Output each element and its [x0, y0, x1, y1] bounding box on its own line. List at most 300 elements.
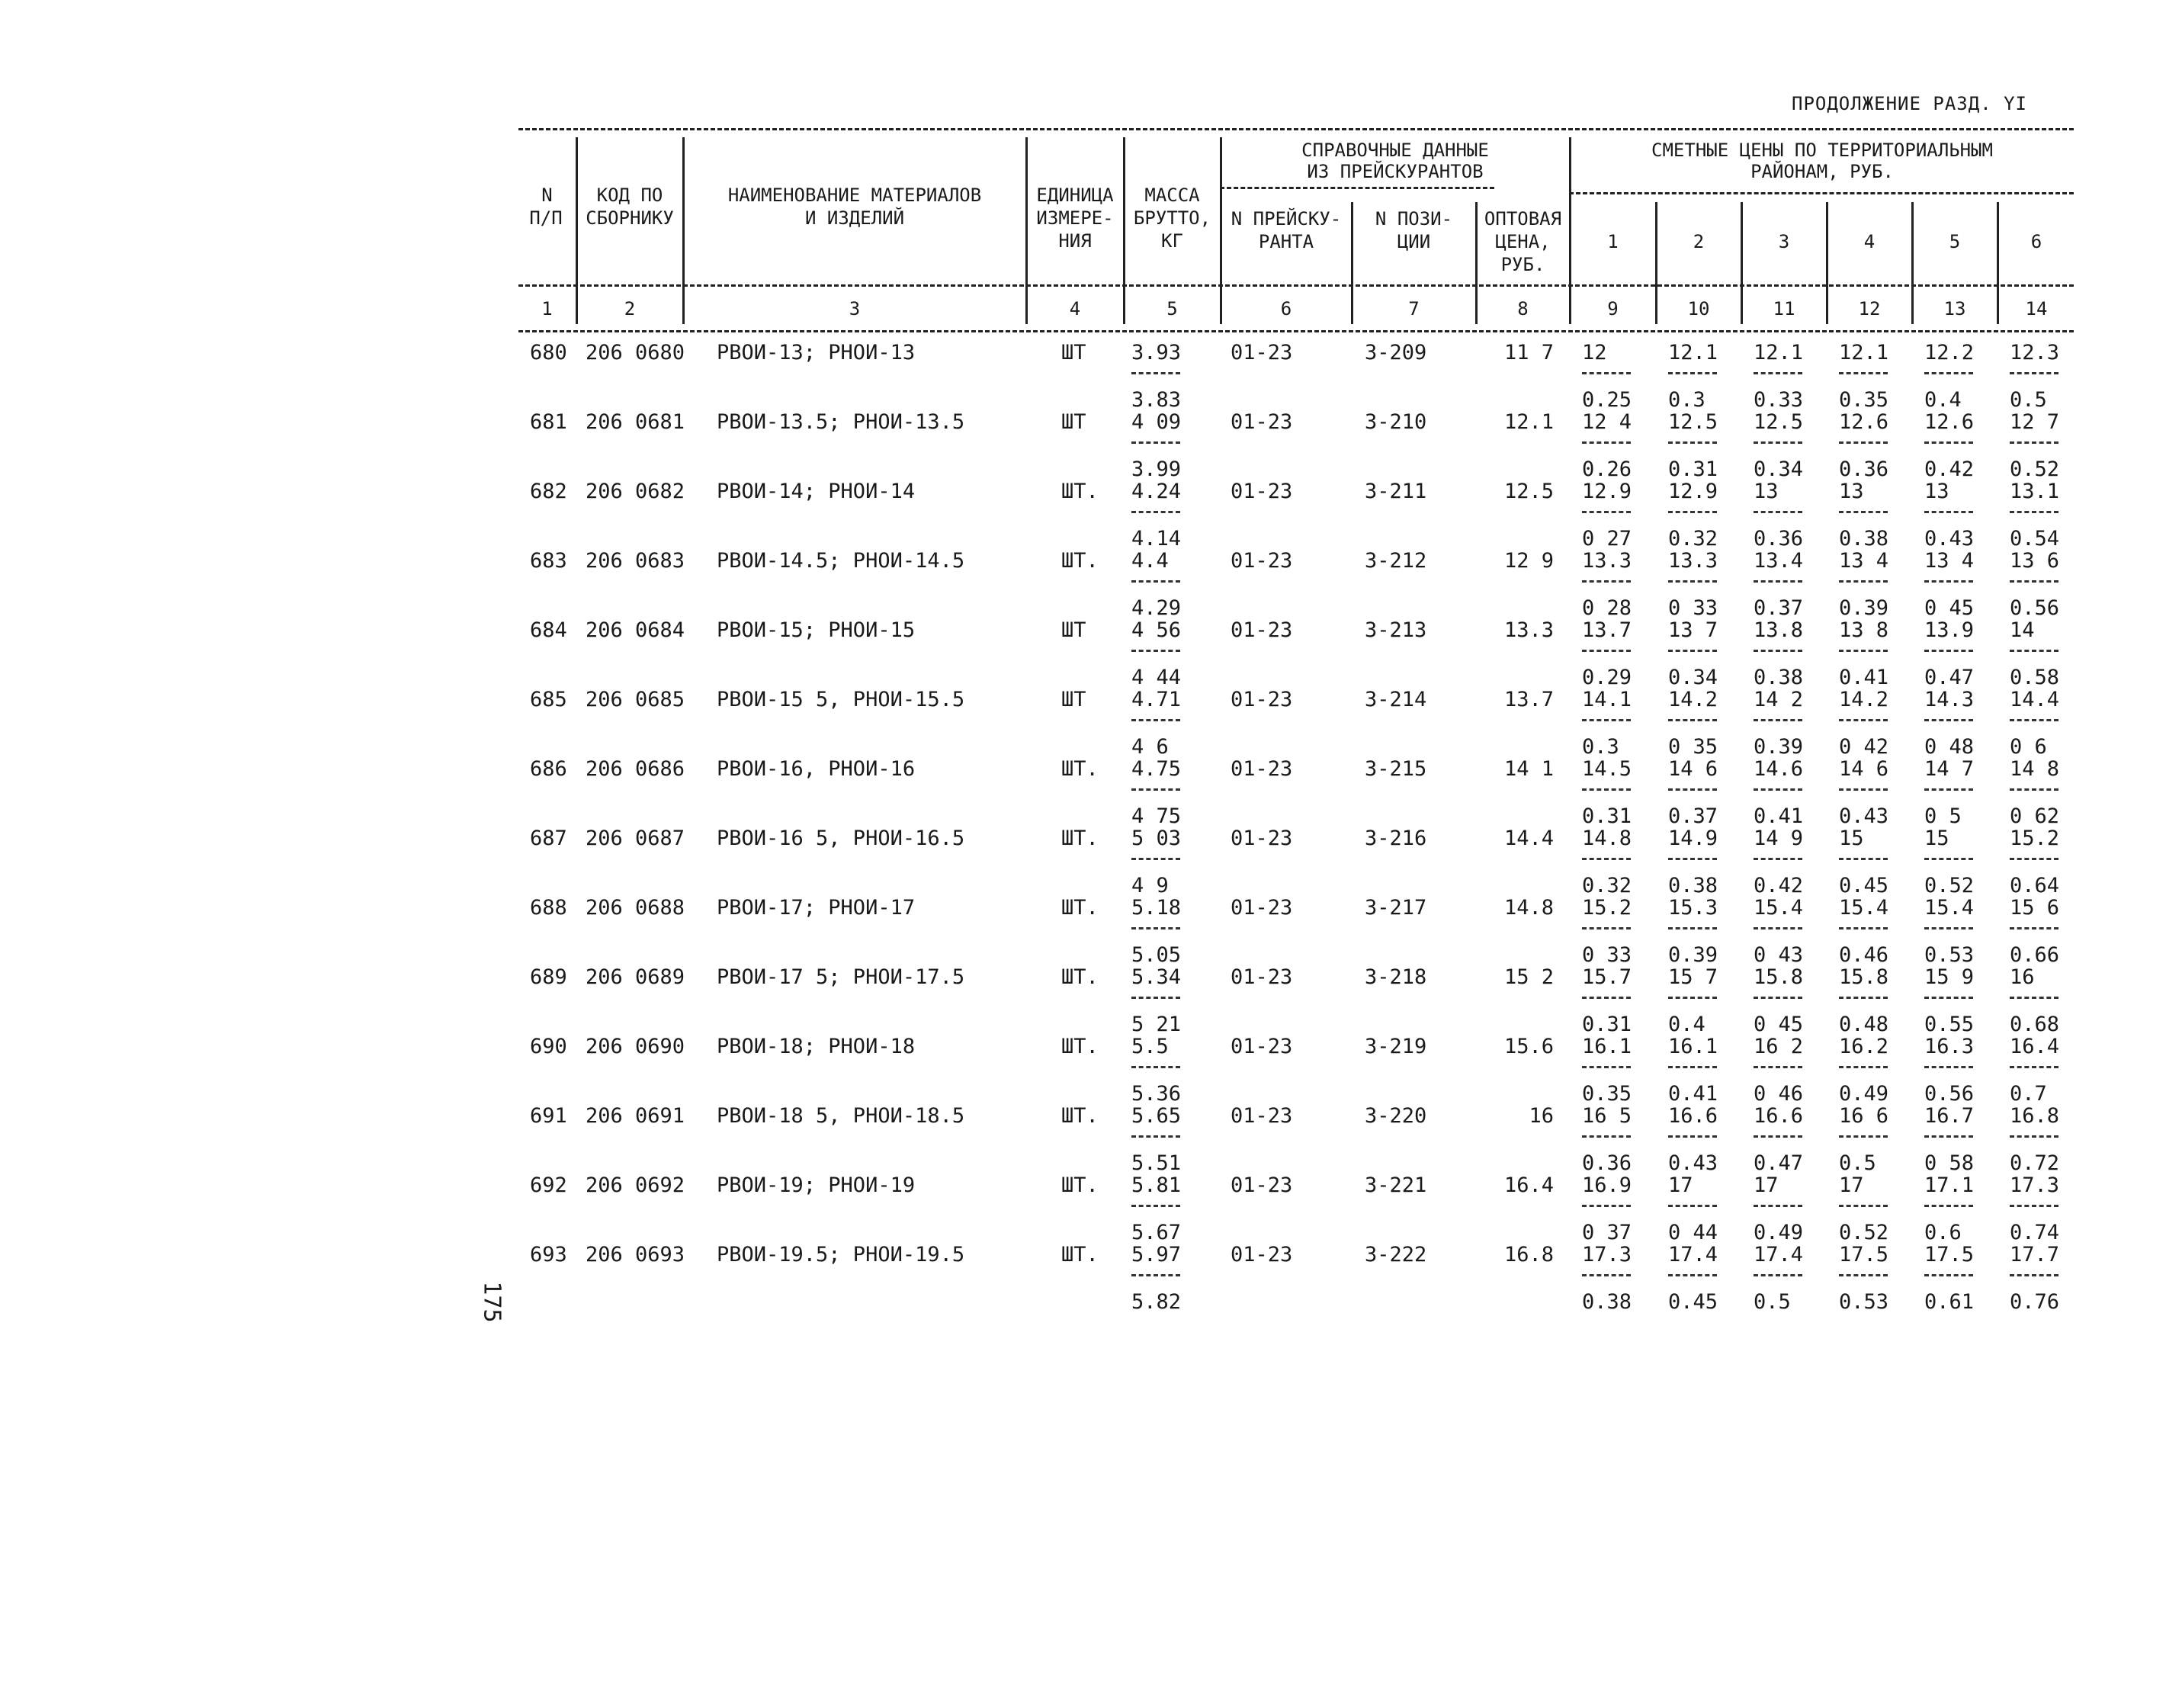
row-district-price: 13.3: [1668, 549, 1718, 573]
row-mass: 5.81: [1131, 1173, 1182, 1197]
col-sep: [682, 137, 685, 324]
fraction-line: [2010, 1205, 2058, 1207]
row-unit: ШТ.: [1061, 549, 1099, 573]
row-position: 3-222: [1365, 1243, 1427, 1267]
row-mass: 5.5: [1131, 1035, 1169, 1058]
fraction-line: [1754, 858, 1802, 860]
row-name: РВОИ-13; РНОИ-13: [717, 341, 916, 364]
district-number: 2: [1693, 231, 1705, 252]
row-mass: 4 09: [1131, 410, 1182, 434]
row-wholesale-price: 16: [1529, 1104, 1554, 1128]
row-district-price: 12.6: [1924, 410, 1975, 434]
row-wholesale-price: 12.5: [1503, 480, 1554, 503]
row-wholesale-price: 13.7: [1503, 688, 1554, 711]
row-district-price: 15.4: [1924, 896, 1975, 920]
sub-district-price: 0.37: [1754, 596, 1804, 620]
row-district-price: 17.4: [1754, 1243, 1804, 1267]
row-price-list: 01-23: [1231, 1035, 1293, 1058]
row-district-price: 17.4: [1668, 1243, 1718, 1267]
sub-district-price: 0.7: [2010, 1082, 2047, 1106]
fraction-line: [1839, 719, 1888, 721]
row-number: 684: [530, 618, 567, 642]
row-district-price: 13.8: [1754, 618, 1804, 642]
fraction-line: [1131, 1066, 1180, 1068]
fraction-line: [1839, 1066, 1888, 1068]
fraction-line: [1668, 1135, 1717, 1138]
row-district-price: 16.6: [1754, 1104, 1804, 1128]
sub-district-price: 0.64: [2010, 874, 2060, 897]
sub-district-price: 0.36: [1839, 458, 1889, 481]
fraction-line: [1582, 1274, 1631, 1276]
row-district-price: 12.1: [1839, 341, 1889, 364]
header-position-2: ЦИИ: [1397, 231, 1431, 252]
row-name: РВОИ-16, РНОИ-16: [717, 757, 916, 781]
fraction-line: [1924, 580, 1973, 583]
row-name: РВОИ-14; РНОИ-14: [717, 480, 916, 503]
row-price-list: 01-23: [1231, 1243, 1293, 1267]
sub-district-price: 0.56: [1924, 1082, 1975, 1106]
col-sep: [576, 137, 578, 324]
sub-district-price: 0.66: [2010, 943, 2060, 967]
row-number: 685: [530, 688, 567, 711]
fraction-line: [1131, 511, 1180, 513]
row-number: 691: [530, 1104, 567, 1128]
row-district-price: 15 9: [1924, 965, 1975, 989]
district-number: 6: [2030, 231, 2042, 252]
row-district-price: 17.7: [2010, 1243, 2060, 1267]
sub-district-price: 0.5: [1754, 1290, 1791, 1314]
fraction-line: [2010, 858, 2058, 860]
row-price-list: 01-23: [1231, 965, 1293, 989]
sub-district-price: 0.31: [1668, 458, 1718, 481]
row-district-price: 15.2: [1582, 896, 1632, 920]
fraction-line: [1839, 858, 1888, 860]
sub-mass: 4.14: [1131, 527, 1182, 551]
row-mass: 5.34: [1131, 965, 1182, 989]
fraction-line: [1131, 858, 1180, 860]
sub-district-price: 0.4: [1668, 1013, 1705, 1036]
fraction-line: [2010, 1135, 2058, 1138]
fraction-line: [1131, 1274, 1180, 1276]
fraction-line: [2010, 441, 2058, 444]
fraction-line: [1668, 1205, 1717, 1207]
header-name-2: И ИЗДЕЛИЙ: [804, 207, 905, 229]
row-number: 687: [530, 827, 567, 850]
fraction-line: [1754, 927, 1802, 929]
row-position: 3-216: [1365, 827, 1427, 850]
sub-district-price: 0 5: [1924, 804, 1962, 828]
row-district-price: 17: [1754, 1173, 1779, 1197]
row-district-price: 12.3: [2010, 341, 2060, 364]
row-number: 693: [530, 1243, 567, 1267]
sub-district-price: 0 44: [1668, 1221, 1718, 1244]
fraction-line: [1839, 511, 1888, 513]
sub-district-price: 0.39: [1754, 735, 1804, 759]
row-position: 3-209: [1365, 341, 1427, 364]
sub-district-price: 0.36: [1754, 527, 1804, 551]
row-wholesale-price: 14 1: [1503, 757, 1554, 781]
fraction-line: [1924, 1274, 1973, 1276]
sub-district-price: 0.34: [1668, 666, 1718, 689]
fraction-line: [1131, 650, 1180, 652]
row-district-price: 14 8: [2010, 757, 2060, 781]
column-number: 11: [1773, 298, 1795, 319]
column-number: 7: [1408, 298, 1420, 319]
row-mass: 4.4: [1131, 549, 1169, 573]
row-district-price: 12.9: [1582, 480, 1632, 503]
row-district-price: 15.4: [1754, 896, 1804, 920]
row-code: 206 0689: [586, 965, 685, 989]
row-wholesale-price: 13.3: [1503, 618, 1554, 642]
sub-district-price: 0.49: [1839, 1082, 1889, 1106]
fraction-line: [1668, 1274, 1717, 1276]
sub-district-price: 0.35: [1582, 1082, 1632, 1106]
sub-district-price: 0 43: [1754, 943, 1804, 967]
row-number: 680: [530, 341, 567, 364]
sub-district-price: 0.76: [2010, 1290, 2060, 1314]
fraction-line: [1754, 997, 1802, 999]
row-wholesale-price: 16.4: [1503, 1173, 1554, 1197]
fraction-line: [1668, 927, 1717, 929]
fraction-line: [1131, 1205, 1180, 1207]
sub-district-price: 0 27: [1582, 527, 1632, 551]
fraction-line: [1668, 719, 1717, 721]
header-mass-3: КГ: [1161, 230, 1183, 252]
sub-district-price: 0.52: [2010, 458, 2060, 481]
row-mass: 5.97: [1131, 1243, 1182, 1267]
row-wholesale-price: 15 2: [1503, 965, 1554, 989]
fraction-line: [2010, 372, 2058, 374]
fraction-line: [1754, 719, 1802, 721]
row-position: 3-219: [1365, 1035, 1427, 1058]
sub-district-price: 0.42: [1754, 874, 1804, 897]
fraction-line: [2010, 1274, 2058, 1276]
sub-mass: 5.36: [1131, 1082, 1182, 1106]
sub-mass: 4 9: [1131, 874, 1169, 897]
sub-district-price: 0.31: [1582, 1013, 1632, 1036]
sub-mass: 4 6: [1131, 735, 1169, 759]
row-unit: ШТ.: [1061, 1243, 1099, 1267]
header-unit-2: ИЗМЕРЕ-: [1036, 207, 1114, 229]
row-code: 206 0680: [586, 341, 685, 364]
fraction-line: [1131, 719, 1180, 721]
row-number: 682: [530, 480, 567, 503]
row-number: 686: [530, 757, 567, 781]
row-unit: ШТ: [1061, 618, 1086, 642]
sub-district-price: 0.25: [1582, 388, 1632, 412]
row-price-list: 01-23: [1231, 480, 1293, 503]
row-district-price: 15.8: [1754, 965, 1804, 989]
row-district-price: 15 7: [1668, 965, 1718, 989]
row-district-price: 14 7: [1924, 757, 1975, 781]
fraction-line: [1582, 719, 1631, 721]
row-unit: ШТ: [1061, 341, 1086, 364]
sub-district-price: 0 6: [2010, 735, 2047, 759]
row-district-price: 13: [1924, 480, 1949, 503]
row-wholesale-price: 12 9: [1503, 549, 1554, 573]
row-mass: 3.93: [1131, 341, 1182, 364]
sub-mass: 4 75: [1131, 804, 1182, 828]
sub-district-price: 0.43: [1668, 1151, 1718, 1175]
fraction-line: [1754, 1135, 1802, 1138]
sub-district-price: 0.43: [1839, 804, 1889, 828]
row-district-price: 13: [1839, 480, 1864, 503]
row-district-price: 16.4: [2010, 1035, 2060, 1058]
row-district-price: 12: [1582, 341, 1607, 364]
row-district-price: 13 6: [2010, 549, 2060, 573]
row-district-price: 14.2: [1668, 688, 1718, 711]
header-wholesale-3: РУБ.: [1500, 254, 1545, 275]
row-district-price: 14.5: [1582, 757, 1632, 781]
sub-district-price: 0.52: [1924, 874, 1975, 897]
fraction-line: [1582, 858, 1631, 860]
row-wholesale-price: 11 7: [1503, 341, 1554, 364]
row-district-price: 12.5: [1668, 410, 1718, 434]
fraction-line: [1839, 927, 1888, 929]
row-unit: ШТ.: [1061, 827, 1099, 850]
column-number: 10: [1687, 298, 1710, 319]
row-district-price: 14 6: [1839, 757, 1889, 781]
header-name: НАИМЕНОВАНИЕ МАТЕРИАЛОВ: [727, 185, 982, 206]
row-unit: ШТ: [1061, 410, 1086, 434]
sub-district-price: 0.42: [1924, 458, 1975, 481]
header-unit: ЕДИНИЦА: [1036, 185, 1114, 206]
column-number: 8: [1517, 298, 1529, 319]
sub-district-price: 0 33: [1582, 943, 1632, 967]
fraction-line: [1582, 1205, 1631, 1207]
sub-district-price: 0.26: [1582, 458, 1632, 481]
row-number: 688: [530, 896, 567, 920]
row-code: 206 0690: [586, 1035, 685, 1058]
row-code: 206 0688: [586, 896, 685, 920]
row-district-price: 16.3: [1924, 1035, 1975, 1058]
fraction-line: [1668, 650, 1717, 652]
fraction-line: [2010, 719, 2058, 721]
row-code: 206 0691: [586, 1104, 685, 1128]
sub-district-price: 0.41: [1754, 804, 1804, 828]
row-unit: ШТ.: [1061, 896, 1099, 920]
sub-district-price: 0 62: [2010, 804, 2060, 828]
fraction-line: [1839, 1274, 1888, 1276]
sub-district-price: 0.56: [2010, 596, 2060, 620]
sub-district-price: 0.38: [1668, 874, 1718, 897]
row-number: 690: [530, 1035, 567, 1058]
row-district-price: 13 4: [1924, 549, 1975, 573]
sub-district-price: 0.45: [1839, 874, 1889, 897]
sub-district-price: 0.41: [1668, 1082, 1718, 1106]
row-district-price: 14 9: [1754, 827, 1804, 850]
row-unit: ШТ.: [1061, 757, 1099, 781]
fraction-line: [1754, 788, 1802, 791]
sub-district-price: 0 28: [1582, 596, 1632, 620]
header-pp: П/П: [529, 207, 563, 229]
fraction-line: [1668, 580, 1717, 583]
fraction-line: [1839, 997, 1888, 999]
fraction-line: [1924, 441, 1973, 444]
header-ref: СПРАВОЧНЫЕ ДАННЫЕ: [1301, 140, 1489, 161]
row-unit: ШТ.: [1061, 1035, 1099, 1058]
fraction-line: [1131, 580, 1180, 583]
row-price-list: 01-23: [1231, 410, 1293, 434]
header-estimate: СМЕТНЫЕ ЦЕНЫ ПО ТЕРРИТОРИАЛЬНЫМ: [1651, 140, 1993, 161]
sub-district-price: 0.53: [1839, 1290, 1889, 1314]
sub-district-price: 0 58: [1924, 1151, 1975, 1175]
row-district-price: 12.5: [1754, 410, 1804, 434]
row-district-price: 13 8: [1839, 618, 1889, 642]
fraction-line: [1668, 997, 1717, 999]
row-mass: 5.65: [1131, 1104, 1182, 1128]
fraction-line: [1839, 1135, 1888, 1138]
header-position: N ПОЗИ-: [1375, 208, 1453, 230]
row-mass: 5.18: [1131, 896, 1182, 920]
column-number: 3: [849, 298, 861, 319]
sub-district-price: 0.72: [2010, 1151, 2060, 1175]
row-district-price: 17.1: [1924, 1173, 1975, 1197]
sub-district-price: 0.5: [1839, 1151, 1876, 1175]
fraction-line: [1131, 788, 1180, 791]
row-district-price: 15: [1839, 827, 1864, 850]
row-name: РВОИ-18 5, РНОИ-18.5: [717, 1104, 965, 1128]
row-district-price: 17.3: [2010, 1173, 2060, 1197]
row-code: 206 0681: [586, 410, 685, 434]
header-bottom-rule: [518, 284, 2074, 287]
column-number: 2: [624, 298, 636, 319]
row-district-price: 16.1: [1582, 1035, 1632, 1058]
fraction-line: [1924, 997, 1973, 999]
fraction-line: [1582, 580, 1631, 583]
row-wholesale-price: 14.8: [1503, 896, 1554, 920]
row-district-price: 15.4: [1839, 896, 1889, 920]
header-kod: КОД ПО: [596, 185, 663, 206]
fraction-line: [2010, 580, 2058, 583]
header-price-list-2: РАНТА: [1258, 231, 1314, 252]
row-unit: ШТ.: [1061, 1173, 1099, 1197]
fraction-line: [2010, 1066, 2058, 1068]
fraction-line: [1668, 788, 1717, 791]
row-district-price: 16 5: [1582, 1104, 1632, 1128]
sub-district-price: 0.47: [1924, 666, 1975, 689]
fraction-line: [1839, 580, 1888, 583]
row-unit: ШТ.: [1061, 1104, 1099, 1128]
row-mass: 4.75: [1131, 757, 1182, 781]
row-district-price: 17.5: [1924, 1243, 1975, 1267]
header-n: N: [541, 185, 553, 206]
sub-district-price: 0.33: [1754, 388, 1804, 412]
column-number: 6: [1280, 298, 1292, 319]
sub-district-price: 0.53: [1924, 943, 1975, 967]
fraction-line: [1582, 788, 1631, 791]
district-number: 4: [1863, 231, 1876, 252]
sub-district-price: 0.68: [2010, 1013, 2060, 1036]
sub-mass: 3.83: [1131, 388, 1182, 412]
row-district-price: 13.4: [1754, 549, 1804, 573]
fraction-line: [1924, 788, 1973, 791]
row-price-list: 01-23: [1231, 896, 1293, 920]
sub-mass: 5 21: [1131, 1013, 1182, 1036]
row-district-price: 16.6: [1668, 1104, 1718, 1128]
est-sub-rule: [1569, 192, 2074, 194]
column-number: 14: [2025, 298, 2048, 319]
continuation-label: ПРОДОЛЖЕНИЕ РАЗД. YI: [1792, 93, 2027, 114]
sub-district-price: 0.32: [1582, 874, 1632, 897]
fraction-line: [1754, 1274, 1802, 1276]
sub-district-price: 0.6: [1924, 1221, 1962, 1244]
table-top-rule: [518, 128, 2074, 130]
row-district-price: 14.3: [1924, 688, 1975, 711]
fraction-line: [1754, 372, 1802, 374]
sub-district-price: 0.32: [1668, 527, 1718, 551]
sub-district-price: 0.38: [1754, 666, 1804, 689]
fraction-line: [1924, 650, 1973, 652]
sub-district-price: 0 35: [1668, 735, 1718, 759]
row-position: 3-218: [1365, 965, 1427, 989]
row-district-price: 13.3: [1582, 549, 1632, 573]
fraction-line: [1924, 927, 1973, 929]
header-mass: МАССА: [1144, 185, 1200, 206]
fraction-line: [1582, 1066, 1631, 1068]
sub-mass: 5.67: [1131, 1221, 1182, 1244]
row-district-price: 13.9: [1924, 618, 1975, 642]
fraction-line: [1131, 372, 1180, 374]
fraction-line: [1582, 1135, 1631, 1138]
row-code: 206 0682: [586, 480, 685, 503]
sub-district-price: 0.38: [1582, 1290, 1632, 1314]
fraction-line: [1754, 1205, 1802, 1207]
row-price-list: 01-23: [1231, 1104, 1293, 1128]
row-unit: ШТ.: [1061, 965, 1099, 989]
fraction-line: [1754, 441, 1802, 444]
row-district-price: 13: [1754, 480, 1779, 503]
fraction-line: [1668, 858, 1717, 860]
header-price-list: N ПРЕЙСКУ-: [1231, 208, 1342, 230]
district-number: 5: [1949, 231, 1961, 252]
colnum-bottom-rule: [518, 330, 2074, 332]
row-code: 206 0686: [586, 757, 685, 781]
fraction-line: [1924, 719, 1973, 721]
fraction-line: [1754, 1066, 1802, 1068]
fraction-line: [1839, 441, 1888, 444]
row-district-price: 12.9: [1668, 480, 1718, 503]
fraction-line: [1754, 580, 1802, 583]
row-district-price: 12.1: [1754, 341, 1804, 364]
row-district-price: 13 4: [1839, 549, 1889, 573]
fraction-line: [1754, 511, 1802, 513]
district-number: 3: [1778, 231, 1790, 252]
sub-district-price: 0 33: [1668, 596, 1718, 620]
district-number: 1: [1607, 231, 1619, 252]
header-wholesale-2: ЦЕНА,: [1495, 231, 1551, 252]
row-code: 206 0685: [586, 688, 685, 711]
row-number: 689: [530, 965, 567, 989]
row-district-price: 15.3: [1668, 896, 1718, 920]
sub-mass: 4.29: [1131, 596, 1182, 620]
fraction-line: [1582, 441, 1631, 444]
sub-district-price: 0.37: [1668, 804, 1718, 828]
fraction-line: [1131, 441, 1180, 444]
row-wholesale-price: 14.4: [1503, 827, 1554, 850]
fraction-line: [1582, 511, 1631, 513]
row-number: 683: [530, 549, 567, 573]
row-wholesale-price: 12.1: [1503, 410, 1554, 434]
row-unit: ШТ: [1061, 688, 1086, 711]
row-name: РВОИ-17 5; РНОИ-17.5: [717, 965, 965, 989]
row-district-price: 16 6: [1839, 1104, 1889, 1128]
sub-mass: 5.05: [1131, 943, 1182, 967]
row-district-price: 12.2: [1924, 341, 1975, 364]
row-number: 692: [530, 1173, 567, 1197]
row-position: 3-213: [1365, 618, 1427, 642]
sub-district-price: 0.41: [1839, 666, 1889, 689]
